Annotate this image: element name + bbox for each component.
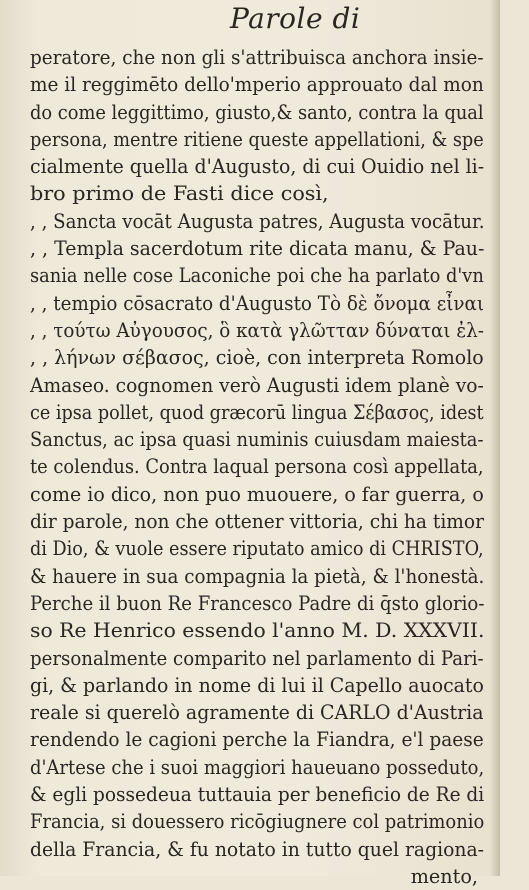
text-line: , , τούτω Αὐγουσος, ὃ κατὰ γλῶτταν δύναται ἐλ- [30,318,484,342]
text-line: gi, & parlando in nome di lui il Capello auocato [30,673,484,697]
text-line: sania nelle cose Laconiche poi che ha parlato d'vn [30,264,484,288]
text-line: bro primo de Fasti dice così, [30,182,329,206]
text-line: personalmente comparito nel parlamento di Pari- [30,646,484,670]
text-line: , , Sancta vocāt Augusta patres, Augusta vocātur. [30,209,485,233]
text-line: rendendo le cagioni perche la Fiandra, e'l paese [30,728,484,752]
text-line: Francia, si douessero ricōgiugnere col patrimonio [30,810,485,834]
text-line: do come leggittimo, giusto,& santo, contra la qual [30,100,484,124]
text-line: Perche il buon Re Francesco Padre di q̄sto glorio- [30,591,485,615]
text-line: peratore, che non gli s'attribuisca anchora insie- [30,46,484,69]
text-line: Sanctus, ac ipsa quasi numinis cuiusdam maiesta- [30,428,484,452]
text-line: , , tempio cōsacrato d'Augusto Τὸ δὲ ὄνομα εἶναι [30,291,485,315]
text-line: dir parole, non che ottener vittoria, chi ha timor [30,510,484,534]
text-line: te colendus. Contra laqual persona così appellata, [30,455,484,479]
body-text [30,44,492,890]
text-line: me il reggimēto dello'mperio approuato dal mon [30,73,484,97]
text-line: , , λήνων σέβασος, cioè, con interpreta Romolo [30,346,484,370]
text-line: ce ipsa pollet, quod græcorū lingua Σέβασος, idest [30,400,484,424]
text-line: reale si querelò agramente di CARLO d'Austria [30,701,484,725]
text-line: & hauere in sua compagnia la pietà, & l'honestà. [30,564,485,588]
text-line: so Re Henrico essendo l'anno M. D. XXXVII. [30,619,485,643]
running-title: Parole di [230,2,361,35]
text-line: d'Artese che i suoi maggiori haueuano posseduto, [30,755,485,779]
text-line: di Dio, & vuole essere riputato amico di CHRISTO, [30,537,484,561]
text-line: della Francia, & fu notato in tutto quel ragiona- [30,837,485,861]
catchword: mento, [410,864,478,888]
text-line: & egli possedeua tuttauia per beneficio de Re di [30,783,485,807]
text-line: cialmente quella d'Augusto, di cui Ouidio nel li- [30,155,485,179]
text-line: come io dico, non puo muouere, o far guerra, o [30,482,484,506]
text-line: persona, mentre ritiene queste appellationi, & spe [30,127,484,151]
text-line: , , Templa sacerdotum rite dicata manu, & Pau- [30,237,485,261]
text-line: Amaseo. cognomen verò Augusti idem planè vo- [30,373,484,397]
